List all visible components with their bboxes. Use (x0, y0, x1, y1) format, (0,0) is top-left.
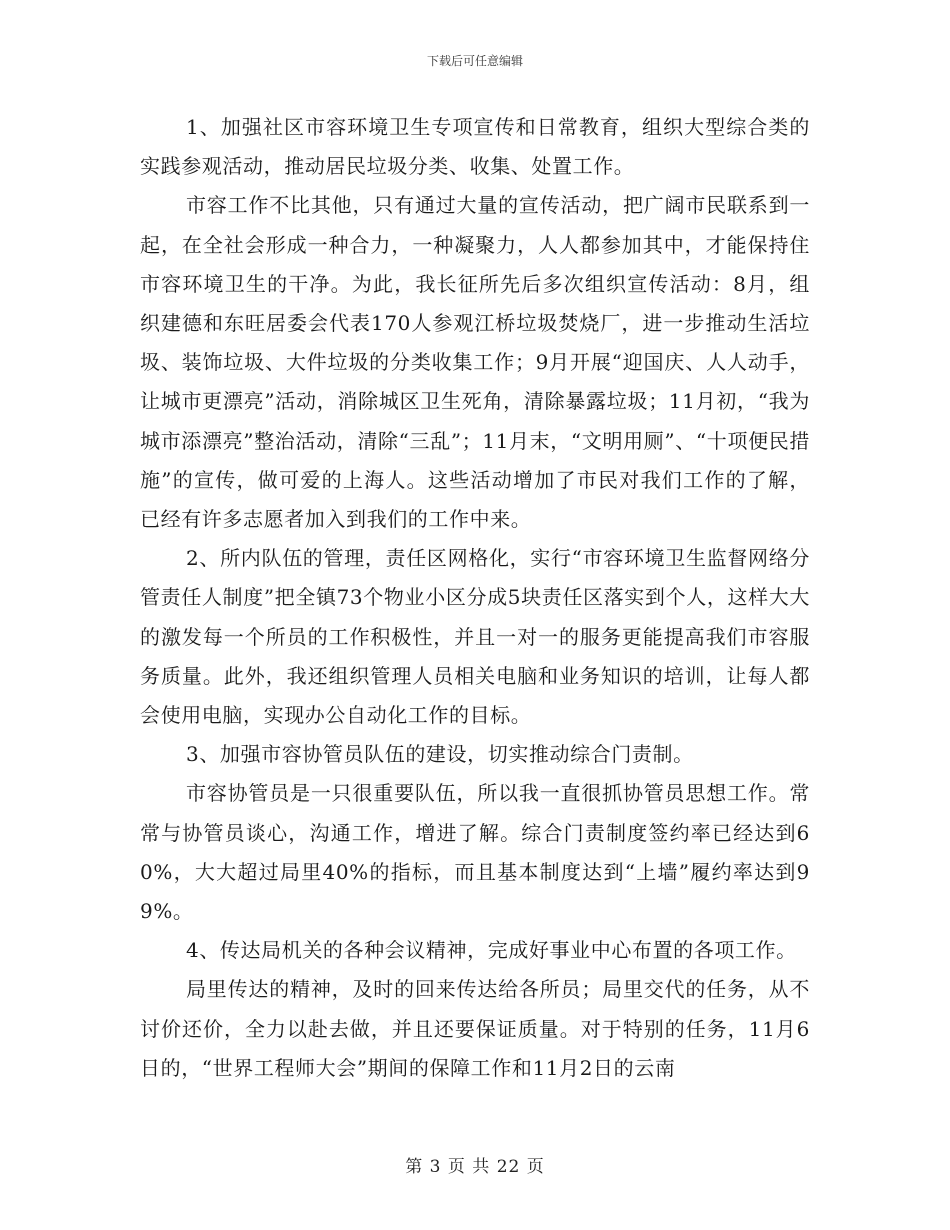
paragraph-6: 4、传达局机关的各种会议精神，完成好事业中心布置的各项工作。 (186, 938, 797, 963)
paragraph-7: 局里传达的精神，及时的回来传达给各所员；局里交代的任务，从不讨价还价，全力以赴去做，并且还要保证质量。对于特别的任务，11月6日的，“世界工程师大会”期间的保障工作和11月2日的云南 (140, 977, 810, 1080)
paragraph-3: 2、所内队伍的管理，责任区网格化，实行“市容环境卫生监督网络分管责任人制度”把全镇73个物业小区分成5块责任区落实到个人，这样大大的激发每一个所员的工作积极性，并且一对一的服务更能提高我们市容服务质量。此外，我还组织管理人员相关电脑和业务知识的培训，让每人都会使用电脑，实现办公自动化工作的目标。 (140, 546, 810, 728)
document-body (140, 108, 810, 1088)
paragraph-2: 市容工作不比其他，只有通过大量的宣传活动，把广阔市民联系到一起，在全社会形成一种合力，一种凝聚力，人人都参加其中，才能保持住市容环境卫生的干净。为此，我长征所先后多次组织宣传活动：8月，组织建德和东旺居委会代表170人参观江桥垃圾焚烧厂，进一步推动生活垃圾、装饰垃圾、大件垃圾的分类收集工作；9月开展“迎国庆、人人动手，让城市更漂亮”活动，消除城区卫生死角，清除暴露垃圾；11月初，“我为城市添漂亮”整治活动，清除“三乱”；11月末，“文明用厕”、“十项便民措施”的宣传，做可爱的上海人。这些活动增加了市民对我们工作的了解，已经有许多志愿者加入到我们的工作中来。 (140, 193, 810, 532)
paragraph-4: 3、加强市容协管员队伍的建设，切实推动综合门责制。 (186, 742, 694, 767)
paragraph-5: 市容协管员是一只很重要队伍，所以我一直很抓协管员思想工作。常常与协管员谈心，沟通工作，增进了解。综合门责制度签约率已经达到60%，大大超过局里40%的指标，而且基本制度达到“上墙”履约率达到99%。 (140, 781, 810, 924)
page-header-note: 下载后可任意编辑 (426, 54, 523, 68)
page-number: 第 3 页 共 22 页 (405, 1157, 545, 1177)
paragraph-1: 1、加强社区市容环境卫生专项宣传和日常教育，组织大型综合类的实践参观活动，推动居民垃圾分类、收集、处置工作。 (140, 115, 810, 179)
